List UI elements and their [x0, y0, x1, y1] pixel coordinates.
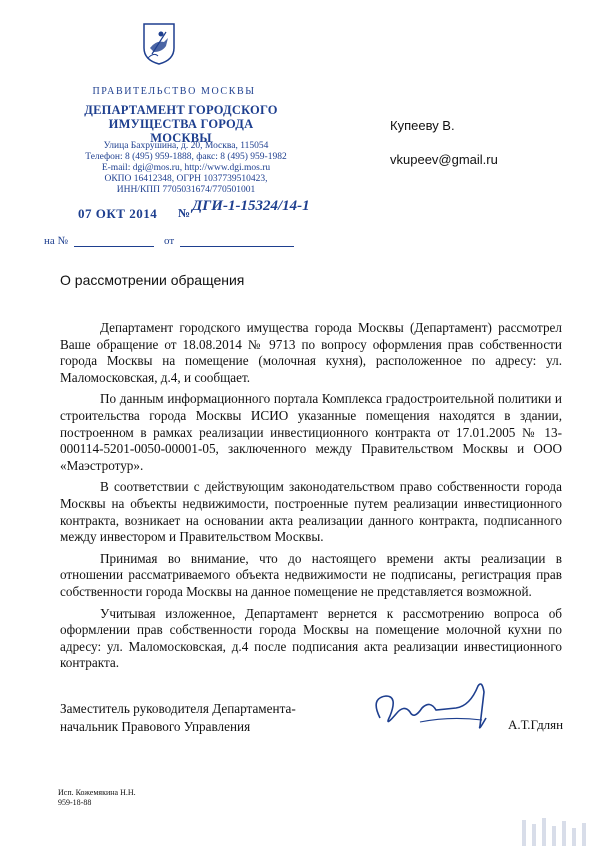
signatory-title [60, 700, 296, 736]
watermark-logo-icon [516, 818, 592, 848]
signatory-name: А.Т.Гдлян [508, 717, 564, 732]
body-paragraph-3: В соответствии с действующим законодательством право собственности города Москвы на объекты недвижимости, построенные путем реализации инвестиционного контракта, возникает на основании акта реализации данного контракта, подписанного между инвестором и Правительством Москвы. [60, 479, 562, 545]
department-name [84, 103, 278, 145]
email-web: E-mail: dgi@mos.ru, http://www.dgi.mos.ru [101, 163, 271, 173]
executor-phone: 959-18-88 [58, 798, 92, 807]
registration-number: ДГИ-1-15324/14-1 [192, 198, 310, 214]
registration-number-prefix: № [178, 206, 191, 220]
body-paragraph-2: По данным информационного портала Комплекса градостроительной политики и строительства города Москвы ИСИО указанные помещения находятся в здании, построенном в рамках реализации инвестиционного контракта от 17.01.2005 № 13-000114-5201-0050-00001-05, заключенного между Правительством Москвы и ООО «Маэстротур». [60, 391, 562, 473]
phone: Телефон: 8 (495) 959-1888, факс: 8 (495) 959-1982 [85, 152, 287, 162]
on-number-label: на № [44, 235, 69, 247]
handwritten-signature [360, 678, 510, 738]
body-paragraph-1: Департамент городского имущества города Москвы (Департамент) рассмотрел Ваше обращение от 18.08.2014 № 9713 по вопросу оформления прав собственности города Москвы на помещение (молочная кухня), расположенное по адресу: ул. Маломосковская, д.4, и сообщает. [60, 320, 562, 385]
department-name-line2: ИМУЩЕСТВА ГОРОДА МОСКВЫ [108, 117, 254, 145]
letter-body [60, 320, 562, 677]
inn: ИНН/КПП 7705031674/770501001 [116, 185, 256, 195]
on-number-line [74, 246, 154, 247]
from-date-line [180, 246, 294, 247]
department-contacts [66, 141, 306, 196]
moscow-coat-of-arms-icon [142, 22, 176, 66]
registration-date: 07 ОКТ 2014 [78, 206, 158, 221]
okpo: ОКПО 16412348, ОГРН 1037739510423, [104, 174, 268, 184]
government-name: ПРАВИТЕЛЬСТВО МОСКВЫ [92, 86, 256, 97]
body-paragraph-4: Принимая во внимание, что до настоящего времени акты реализации в отношении рассматриваемого объекта недвижимости не подписаны, регистрация прав собственности города Москвы на данное помещение не представляется возможной. [60, 550, 562, 599]
executor-name: Исп. Кожемякина Н.Н. [58, 788, 136, 797]
address: Улица Бахрушина, д. 20, Москва, 115054 [103, 141, 269, 151]
signatory-title-line2: начальник Правового Управления [60, 719, 251, 734]
from-label: от [164, 235, 175, 247]
body-paragraph-5: Учитывая изложенное, Департамент вернется к рассмотрению вопроса об оформлении прав собственности города Москвы на помещение молочной кухни по адресу: ул. Маломосковская, д.4 после подписания акта реализации инвестиционного контракта. [60, 605, 562, 671]
recipient-email: vkupeev@gmail.ru [390, 152, 498, 167]
executor-info [58, 788, 136, 808]
signatory-title-line1: Заместитель руководителя Департамента- [60, 701, 296, 716]
recipient-name: Купееву В. [390, 118, 455, 133]
department-name-line1: ДЕПАРТАМЕНТ ГОРОДСКОГО [84, 103, 278, 117]
letter-subject: О рассмотрении обращения [60, 272, 245, 288]
